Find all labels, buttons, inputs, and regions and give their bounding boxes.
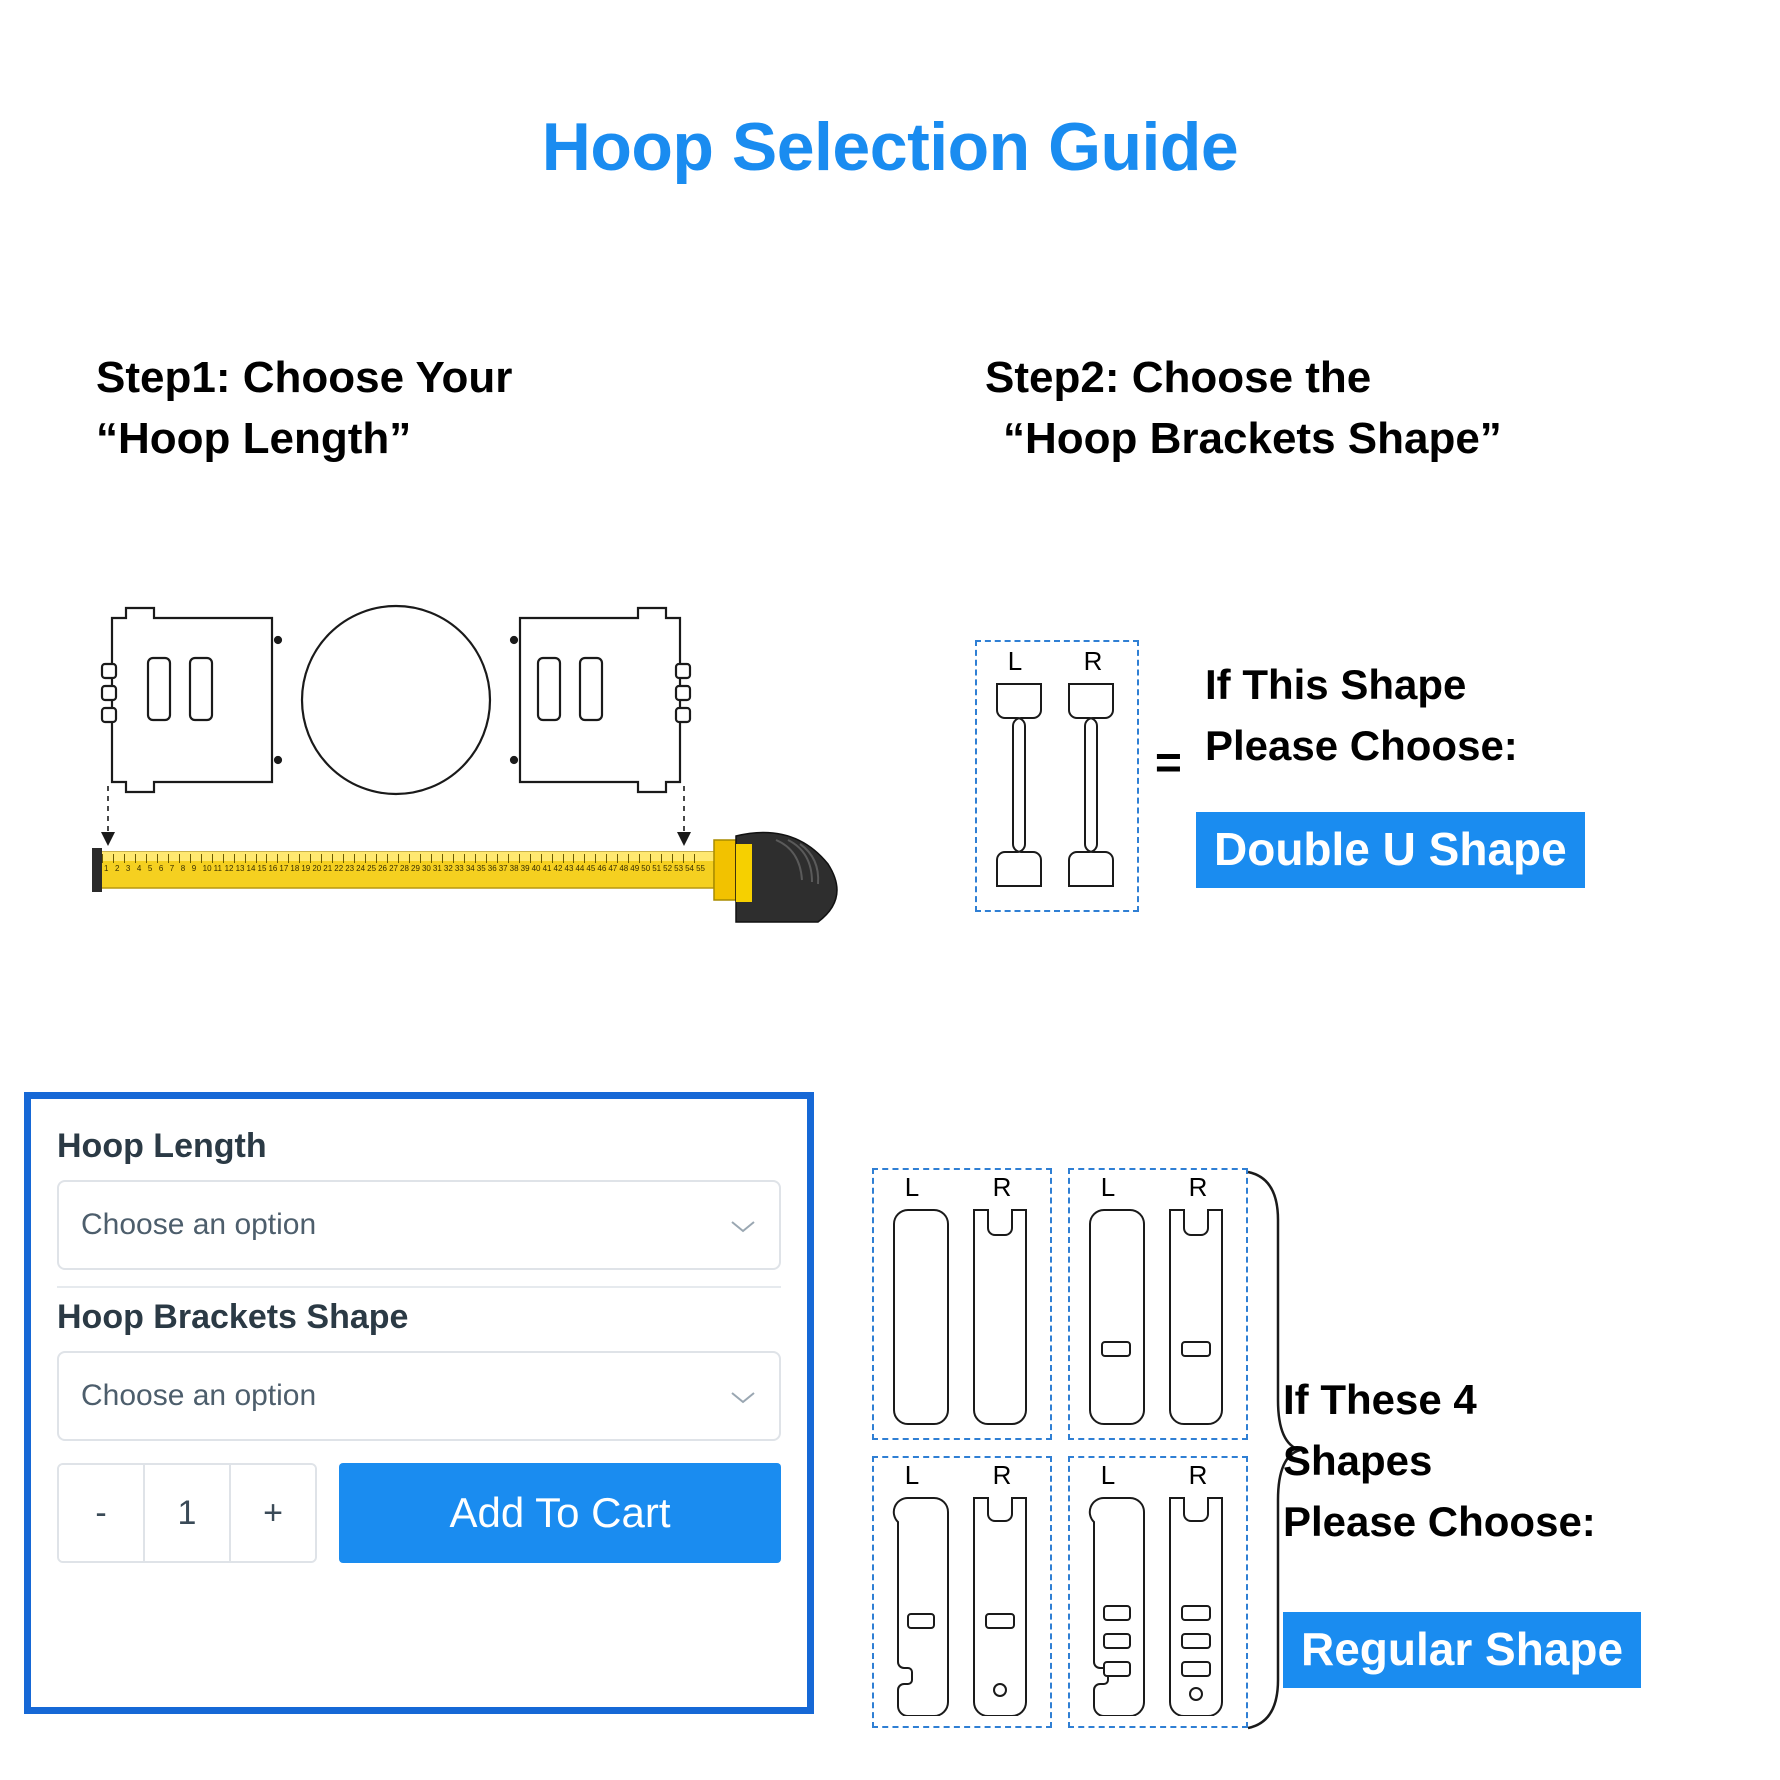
- tape-tick-label: 1: [104, 864, 109, 873]
- double-u-shape-banner: Double U Shape: [1196, 812, 1585, 888]
- tape-tick-label: 9: [191, 864, 197, 873]
- tape-tick-label: 32: [443, 864, 453, 873]
- step2-heading: [985, 348, 1725, 469]
- double-u-banner-wrap: [1196, 812, 1585, 888]
- regular-shape-group-1-right-label: R: [992, 1172, 1012, 1202]
- tape-tick-mark: [584, 854, 585, 863]
- regular-instruction: [1283, 1370, 1780, 1553]
- tape-tick-label: 24: [356, 864, 366, 873]
- tape-tick-mark: [135, 854, 136, 863]
- tape-tick-label: 22: [334, 864, 344, 873]
- tape-tick-label: 36: [487, 864, 497, 873]
- tape-tick-mark: [661, 854, 662, 863]
- tape-tick-label: 25: [367, 864, 377, 873]
- tape-tick-label: 50: [641, 864, 651, 873]
- quantity-stepper[interactable]: [57, 1463, 317, 1563]
- tape-tick-label: 15: [257, 864, 267, 873]
- tape-tick-label: 46: [597, 864, 607, 873]
- tape-tick-label: 40: [531, 864, 541, 873]
- tape-tick-mark: [497, 854, 498, 863]
- tape-tick-label: 3: [125, 864, 131, 873]
- tape-tick-mark: [310, 854, 311, 863]
- regular-shape-group-1-left-label: L: [904, 1172, 920, 1202]
- tape-tick-label: 26: [378, 864, 387, 873]
- tape-tick-label: 14: [246, 864, 256, 873]
- tape-tick-mark: [332, 854, 333, 863]
- step2-heading-line1: Step2: Choose the: [985, 353, 1372, 402]
- tape-tick-mark: [398, 854, 399, 863]
- tape-tick-mark: [639, 854, 640, 863]
- tape-tick-label: 47: [608, 864, 618, 873]
- tape-tick-mark: [606, 854, 607, 863]
- step2-heading-line2: “Hoop Brackets Shape”: [1003, 413, 1502, 463]
- tape-tick-label: 55: [696, 864, 705, 873]
- tape-tick-label: 43: [564, 864, 574, 873]
- tape-tick-label: 10: [202, 864, 212, 873]
- tape-tick-mark: [442, 854, 443, 863]
- tape-tick-label: 17: [279, 864, 289, 873]
- regular-shape-group-3-left-label: L: [904, 1460, 920, 1490]
- regular-shape-banner: Regular Shape: [1283, 1612, 1641, 1688]
- tape-tick-mark: [464, 854, 465, 863]
- tape-tick-mark: [168, 854, 169, 863]
- regular-shape-group-4: [1068, 1456, 1244, 1724]
- tape-tick-label: 42: [553, 864, 563, 873]
- tape-tick-mark: [672, 854, 673, 863]
- tape-tick-mark: [179, 854, 180, 863]
- tape-tick-label: 27: [389, 864, 398, 873]
- double-u-instruction-line2: Please Choose:: [1205, 721, 1518, 769]
- quantity-value[interactable]: 1: [145, 1465, 231, 1561]
- regular-instruction-line1: If These 4: [1283, 1376, 1477, 1423]
- tape-tick-label: 18: [290, 864, 300, 873]
- page-title: Hoop Selection Guide: [541, 109, 1239, 185]
- double-u-instruction-line1: If This Shape: [1205, 661, 1467, 708]
- tape-tick-mark: [530, 854, 531, 863]
- tape-tick-mark: [475, 854, 476, 863]
- double-u-shape-group: [975, 640, 1135, 910]
- tape-measure-illustration: [86, 830, 866, 940]
- panel-divider: [57, 1286, 781, 1288]
- tape-tick-mark: [245, 854, 246, 863]
- tape-tick-mark: [157, 854, 158, 863]
- tape-tick-label: 29: [411, 864, 420, 873]
- tape-tick-label: 2: [114, 864, 120, 873]
- tape-tick-label: 38: [509, 864, 519, 873]
- step1-heading-line1: Step1: Choose Your: [96, 353, 513, 402]
- step1-heading: [96, 348, 796, 469]
- tape-tick-label: 41: [542, 864, 552, 873]
- tape-tick-mark: [201, 854, 202, 863]
- add-to-cart-button[interactable]: Add To Cart: [339, 1463, 781, 1563]
- tape-tick-mark: [486, 854, 487, 863]
- double-u-instruction: [1205, 655, 1765, 777]
- tape-tick-mark: [113, 854, 114, 863]
- step1-heading-line2: “Hoop Length”: [96, 413, 412, 463]
- quantity-decrement-button[interactable]: -: [59, 1465, 145, 1561]
- hoop-brackets-shape-label: Hoop Brackets Shape: [57, 1298, 409, 1336]
- chevron-down-icon: [729, 1383, 757, 1409]
- tape-tick-mark: [628, 854, 629, 863]
- regular-shape-group-1: [872, 1168, 1048, 1436]
- tape-tick-label: 45: [586, 864, 596, 873]
- tape-tick-mark: [431, 854, 432, 863]
- tape-tick-mark: [519, 854, 520, 863]
- tape-tick-mark: [563, 854, 564, 863]
- tape-tick-mark: [453, 854, 454, 863]
- hoop-length-select[interactable]: [57, 1180, 781, 1270]
- tape-tick-mark: [212, 854, 213, 863]
- tape-tick-mark: [354, 854, 355, 863]
- regular-shape-group-3: [872, 1456, 1048, 1724]
- equals-sign: =: [1155, 736, 1182, 788]
- tape-tick-label: 20: [312, 864, 322, 873]
- tape-tick-label: 6: [158, 864, 164, 873]
- hoop-length-value: Choose an option: [81, 1208, 317, 1241]
- chevron-down-icon: [729, 1212, 757, 1238]
- tape-tick-mark: [387, 854, 388, 863]
- hoop-assembly-illustration: [86, 600, 706, 860]
- tape-tick-label: 30: [421, 864, 431, 873]
- tape-tick-label: 19: [301, 864, 311, 873]
- tape-tick-label: 37: [498, 864, 508, 873]
- tape-tick-mark: [299, 854, 300, 863]
- tape-tick-mark: [256, 854, 257, 863]
- tape-tick-mark: [266, 854, 267, 863]
- regular-shape-group-4-left-label: L: [1100, 1460, 1116, 1490]
- tape-tick-label: 4: [136, 864, 142, 873]
- tape-tick-mark: [223, 854, 224, 863]
- tape-tick-label: 54: [685, 864, 694, 873]
- tape-tick-mark: [573, 854, 574, 863]
- tape-tick-mark: [277, 854, 278, 863]
- regular-instruction-line2: Shapes: [1283, 1436, 1433, 1484]
- regular-shapes-group: [872, 1168, 1252, 1728]
- tape-tick-mark: [190, 854, 191, 863]
- tape-tick-mark: [595, 854, 596, 863]
- tape-tick-label: 34: [465, 864, 475, 873]
- tape-tick-label: 21: [323, 864, 333, 873]
- tape-tick-mark: [343, 854, 344, 863]
- tape-tick-mark: [617, 854, 618, 863]
- double-u-left-label: L: [1007, 646, 1023, 676]
- tape-tick-label: 7: [169, 864, 175, 873]
- tape-tick-mark: [288, 854, 289, 863]
- hoop-brackets-shape-value: Choose an option: [81, 1379, 317, 1412]
- cart-row: [57, 1463, 781, 1563]
- tape-tick-mark: [376, 854, 377, 863]
- regular-shape-group-2: [1068, 1168, 1244, 1436]
- tape-tick-label: 8: [180, 864, 186, 873]
- tape-tick-label: 12: [224, 864, 234, 873]
- tape-tick-label: 13: [235, 864, 245, 873]
- tape-tick-label: 16: [268, 864, 278, 873]
- tape-tick-label: 39: [520, 864, 530, 873]
- tape-tick-label: 28: [400, 864, 409, 873]
- hoop-brackets-shape-select[interactable]: [57, 1351, 781, 1441]
- regular-banner-wrap: [1283, 1612, 1641, 1688]
- tape-tick-label: 35: [476, 864, 486, 873]
- tape-tick-mark: [234, 854, 235, 863]
- tape-tick-mark: [409, 854, 410, 863]
- tape-tick-label: 49: [630, 864, 640, 873]
- regular-shape-group-2-right-label: R: [1188, 1172, 1208, 1202]
- hoop-length-label: Hoop Length: [57, 1127, 267, 1165]
- quantity-increment-button[interactable]: +: [231, 1465, 315, 1561]
- tape-tick-label: 23: [345, 864, 355, 873]
- tape-tick-mark: [650, 854, 651, 863]
- tape-tick-mark: [552, 854, 553, 863]
- regular-shape-group-3-right-label: R: [992, 1460, 1012, 1490]
- tape-tick-mark: [508, 854, 509, 863]
- tape-tick-mark: [124, 854, 125, 863]
- tape-tick-mark: [541, 854, 542, 863]
- tape-tick-mark: [683, 854, 684, 863]
- product-options-panel: [24, 1092, 814, 1714]
- tape-tick-label: 31: [432, 864, 442, 873]
- tape-tick-mark: [146, 854, 147, 863]
- double-u-right-label: R: [1083, 646, 1103, 676]
- regular-instruction-line3: Please Choose:: [1283, 1497, 1596, 1545]
- tape-tick-mark: [365, 854, 366, 863]
- tape-tick-label: 51: [652, 864, 662, 873]
- regular-shape-group-4-right-label: R: [1188, 1460, 1208, 1490]
- tape-tick-label: 11: [213, 864, 222, 873]
- tape-tick-label: 53: [674, 864, 684, 873]
- tape-tick-label: 52: [663, 864, 673, 873]
- tape-tick-mark: [102, 854, 103, 863]
- tape-tick-mark: [321, 854, 322, 863]
- tape-tick-label: 44: [575, 864, 585, 873]
- tape-tick-mark: [694, 854, 695, 863]
- tape-tick-label: 48: [619, 864, 629, 873]
- tape-tick-mark: [420, 854, 421, 863]
- tape-tick-label: 5: [147, 864, 153, 873]
- regular-shape-group-2-left-label: L: [1100, 1172, 1116, 1202]
- tape-tick-label: 33: [454, 864, 464, 873]
